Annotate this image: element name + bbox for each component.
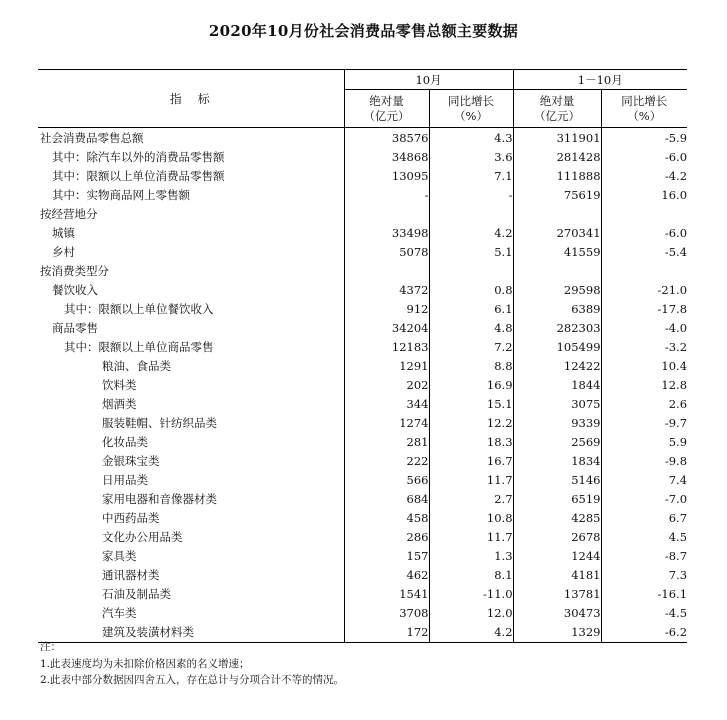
cell-cumulative-absolute: 30473 (513, 604, 601, 623)
row-label: 其中：限额以上单位餐饮收入 (64, 302, 214, 316)
table-row (38, 224, 687, 243)
cell-month-yoy: 11.7 (429, 528, 513, 547)
cell-month-yoy: 16.9 (429, 376, 513, 395)
header-abs-line1: 绝对量 (369, 93, 404, 108)
cell-cumulative-yoy: -17.8 (601, 300, 687, 319)
cell-cumulative-yoy: 4.5 (601, 528, 687, 547)
table-row (38, 471, 687, 490)
cell-month-absolute: 222 (344, 452, 429, 471)
cell-cumulative-absolute: 6389 (513, 300, 601, 319)
cell-cumulative-absolute: 9339 (513, 414, 601, 433)
cell-month-absolute: 13095 (344, 167, 429, 186)
header-yoy-line1: 同比增长 (448, 93, 494, 108)
cell-month-absolute: 12183 (344, 338, 429, 357)
header-abs-line2: （亿元） (534, 108, 581, 123)
table-row (38, 281, 687, 300)
table-header (38, 70, 687, 128)
table-row (38, 357, 687, 376)
cell-cumulative-yoy: 16.0 (601, 186, 687, 205)
cell-cumulative-absolute: 1844 (513, 376, 601, 395)
table-body (38, 128, 687, 643)
cell-cumulative-yoy: 7.3 (601, 566, 687, 585)
cell-month-absolute: 5078 (344, 243, 429, 262)
table-row (38, 528, 687, 547)
row-label: 通讯器材类 (102, 568, 160, 582)
row-label: 其中：实物商品网上零售额 (52, 188, 190, 202)
cell-cumulative-yoy: 6.7 (601, 509, 687, 528)
row-label: 石油及制品类 (102, 587, 171, 601)
row-label: 汽车类 (102, 606, 137, 620)
table-row (38, 604, 687, 623)
header-yoy-line2: （%） (627, 108, 662, 123)
cell-cumulative-absolute: 105499 (513, 338, 601, 357)
cell-cumulative-yoy: 2.6 (601, 395, 687, 414)
table-row (38, 148, 687, 167)
cell-cumulative-yoy: 7.4 (601, 471, 687, 490)
cell-cumulative-absolute: 2569 (513, 433, 601, 452)
cell-cumulative-absolute: 3075 (513, 395, 601, 414)
cell-cumulative-yoy: -7.0 (601, 490, 687, 509)
cell-month-absolute: 566 (344, 471, 429, 490)
cell-month-yoy (429, 262, 513, 281)
cell-cumulative-absolute (513, 262, 601, 281)
cell-month-yoy: 12.0 (429, 604, 513, 623)
cell-month-yoy: 1.3 (429, 547, 513, 566)
cell-cumulative-yoy: -6.0 (601, 148, 687, 167)
cell-month-absolute: 912 (344, 300, 429, 319)
header-month-yoy (429, 90, 513, 128)
footnotes (40, 639, 344, 689)
cell-cumulative-absolute: 1244 (513, 547, 601, 566)
row-label: 其中：除汽车以外的消费品零售额 (52, 150, 225, 164)
table-row (38, 319, 687, 338)
cell-cumulative-absolute: 311901 (513, 128, 601, 149)
cell-month-absolute: 286 (344, 528, 429, 547)
cell-month-yoy: 18.3 (429, 433, 513, 452)
cell-cumulative-yoy: -9.7 (601, 414, 687, 433)
cell-month-absolute: 458 (344, 509, 429, 528)
row-label: 按经营地分 (40, 207, 98, 221)
cell-cumulative-absolute: 1834 (513, 452, 601, 471)
cell-month-yoy: 10.8 (429, 509, 513, 528)
row-label: 其中：限额以上单位商品零售 (64, 340, 214, 354)
cell-cumulative-absolute: 281428 (513, 148, 601, 167)
cell-month-absolute: - (344, 186, 429, 205)
cell-month-yoy (429, 205, 513, 224)
cell-cumulative-absolute: 12422 (513, 357, 601, 376)
table-row (38, 414, 687, 433)
table-row (38, 338, 687, 357)
table-row (38, 186, 687, 205)
cell-cumulative-absolute: 282303 (513, 319, 601, 338)
cell-month-yoy: -11.0 (429, 585, 513, 604)
header-abs-line1: 绝对量 (539, 93, 575, 108)
row-label: 中西药品类 (102, 511, 160, 525)
cell-month-yoy: 7.1 (429, 167, 513, 186)
cell-month-yoy: 5.1 (429, 243, 513, 262)
cell-cumulative-yoy: -16.1 (601, 585, 687, 604)
row-label: 服装鞋帽、针纺织品类 (102, 416, 217, 430)
cell-month-yoy: 7.2 (429, 338, 513, 357)
cell-cumulative-absolute (513, 205, 601, 224)
cell-cumulative-absolute: 1329 (513, 623, 601, 643)
cell-month-yoy: 16.7 (429, 452, 513, 471)
table-row (38, 585, 687, 604)
row-label: 家用电器和音像器材类 (102, 492, 217, 506)
table-row (38, 452, 687, 471)
header-cum-absolute (513, 90, 601, 128)
cell-month-yoy: 2.7 (429, 490, 513, 509)
header-abs-line2: （亿元） (363, 108, 410, 123)
row-label: 饮料类 (102, 378, 137, 392)
cell-month-yoy: 11.7 (429, 471, 513, 490)
row-label: 烟酒类 (102, 397, 137, 411)
cell-month-yoy: 6.1 (429, 300, 513, 319)
cell-month-absolute: 1291 (344, 357, 429, 376)
header-month-absolute (344, 90, 429, 128)
cell-cumulative-yoy: -21.0 (601, 281, 687, 300)
cell-cumulative-yoy: -9.8 (601, 452, 687, 471)
cell-cumulative-yoy: -6.2 (601, 623, 687, 643)
cell-month-absolute: 344 (344, 395, 429, 414)
cell-cumulative-absolute: 13781 (513, 585, 601, 604)
row-label: 建筑及装潢材料类 (38, 623, 344, 643)
cell-month-yoy: 8.8 (429, 357, 513, 376)
cell-cumulative-absolute: 4285 (513, 509, 601, 528)
cell-month-absolute: 684 (344, 490, 429, 509)
cell-month-absolute (344, 205, 429, 224)
header-indicator: 指 标 (38, 70, 344, 128)
table-row (38, 433, 687, 452)
cell-month-yoy: 8.1 (429, 566, 513, 585)
page-title: 2020年10月份社会消费品零售总额主要数据 (208, 22, 519, 40)
note-heading: 注： (40, 641, 61, 653)
table-row (38, 566, 687, 585)
cell-cumulative-absolute: 5146 (513, 471, 601, 490)
cell-cumulative-yoy (601, 205, 687, 224)
table-row (38, 128, 687, 149)
cell-month-yoy: 12.2 (429, 414, 513, 433)
header-period-month: 10月 (344, 70, 513, 90)
cell-month-absolute: 157 (344, 547, 429, 566)
cell-cumulative-absolute: 4181 (513, 566, 601, 585)
cell-cumulative-absolute: 6519 (513, 490, 601, 509)
cell-cumulative-yoy: 10.4 (601, 357, 687, 376)
cell-cumulative-absolute: 75619 (513, 186, 601, 205)
cell-cumulative-yoy (601, 262, 687, 281)
row-label: 按消费类型分 (40, 264, 109, 278)
note-item: 1.此表速度均为未扣除价格因素的名义增速； (40, 657, 250, 670)
row-label: 商品零售 (52, 321, 98, 335)
cell-cumulative-yoy: -8.7 (601, 547, 687, 566)
row-label: 金银珠宝类 (102, 454, 160, 468)
cell-cumulative-absolute: 29598 (513, 281, 601, 300)
table-row (38, 547, 687, 566)
cell-month-absolute: 281 (344, 433, 429, 452)
header-period-cumulative: 1－10月 (513, 70, 687, 90)
cell-cumulative-yoy: -4.0 (601, 319, 687, 338)
table-row (38, 205, 687, 224)
note-item: 2.此表中部分数据因四舍五入，存在总计与分项合计不等的情况。 (40, 674, 345, 686)
cell-cumulative-absolute: 2678 (513, 528, 601, 547)
row-label: 城镇 (52, 226, 75, 240)
cell-month-yoy: 3.6 (429, 148, 513, 167)
header-cum-yoy (601, 90, 687, 128)
cell-cumulative-absolute: 111888 (513, 167, 601, 186)
row-label: 家具类 (102, 549, 137, 563)
header-yoy-line1: 同比增长 (621, 93, 668, 108)
cell-cumulative-yoy: -6.0 (601, 224, 687, 243)
row-label: 乡村 (52, 245, 75, 259)
cell-month-absolute (344, 262, 429, 281)
row-label: 文化办公用品类 (102, 530, 183, 544)
table-row (38, 376, 687, 395)
cell-month-absolute: 1274 (344, 414, 429, 433)
table-row (38, 167, 687, 186)
table-row (38, 300, 687, 319)
cell-month-yoy: 4.8 (429, 319, 513, 338)
cell-month-absolute: 202 (344, 376, 429, 395)
cell-cumulative-yoy: -5.4 (601, 243, 687, 262)
cell-month-absolute: 33498 (344, 224, 429, 243)
row-label: 粮油、食品类 (102, 359, 171, 373)
table-row (38, 395, 687, 414)
table-row (38, 262, 687, 281)
row-label: 日用品类 (102, 473, 148, 487)
row-label: 社会消费品零售总额 (40, 131, 144, 145)
cell-cumulative-yoy: -3.2 (601, 338, 687, 357)
cell-month-absolute: 34868 (344, 148, 429, 167)
cell-cumulative-yoy: -4.2 (601, 167, 687, 186)
table-row (38, 243, 687, 262)
cell-month-yoy: - (429, 186, 513, 205)
cell-month-absolute: 38576 (344, 128, 429, 149)
cell-month-absolute: 172 (344, 623, 429, 643)
cell-cumulative-yoy: -5.9 (601, 128, 687, 149)
cell-month-absolute: 3708 (344, 604, 429, 623)
row-label: 餐饮收入 (52, 283, 98, 297)
cell-month-yoy: 0.8 (429, 281, 513, 300)
table-row (38, 509, 687, 528)
cell-cumulative-absolute: 41559 (513, 243, 601, 262)
cell-cumulative-yoy: 12.8 (601, 376, 687, 395)
cell-month-yoy: 4.3 (429, 128, 513, 149)
cell-month-yoy: 4.2 (429, 224, 513, 243)
cell-month-absolute: 462 (344, 566, 429, 585)
header-yoy-line2: （%） (454, 108, 488, 123)
cell-month-yoy: 4.2 (429, 623, 513, 643)
row-label: 化妆品类 (102, 435, 148, 449)
table-row (38, 490, 687, 509)
cell-cumulative-yoy: -4.5 (601, 604, 687, 623)
cell-month-absolute: 1541 (344, 585, 429, 604)
row-label: 其中：限额以上单位消费品零售额 (52, 169, 225, 183)
cell-cumulative-yoy: 5.9 (601, 433, 687, 452)
cell-month-yoy: 15.1 (429, 395, 513, 414)
cell-month-absolute: 4372 (344, 281, 429, 300)
cell-cumulative-absolute: 270341 (513, 224, 601, 243)
data-table (38, 69, 687, 643)
cell-month-absolute: 34204 (344, 319, 429, 338)
